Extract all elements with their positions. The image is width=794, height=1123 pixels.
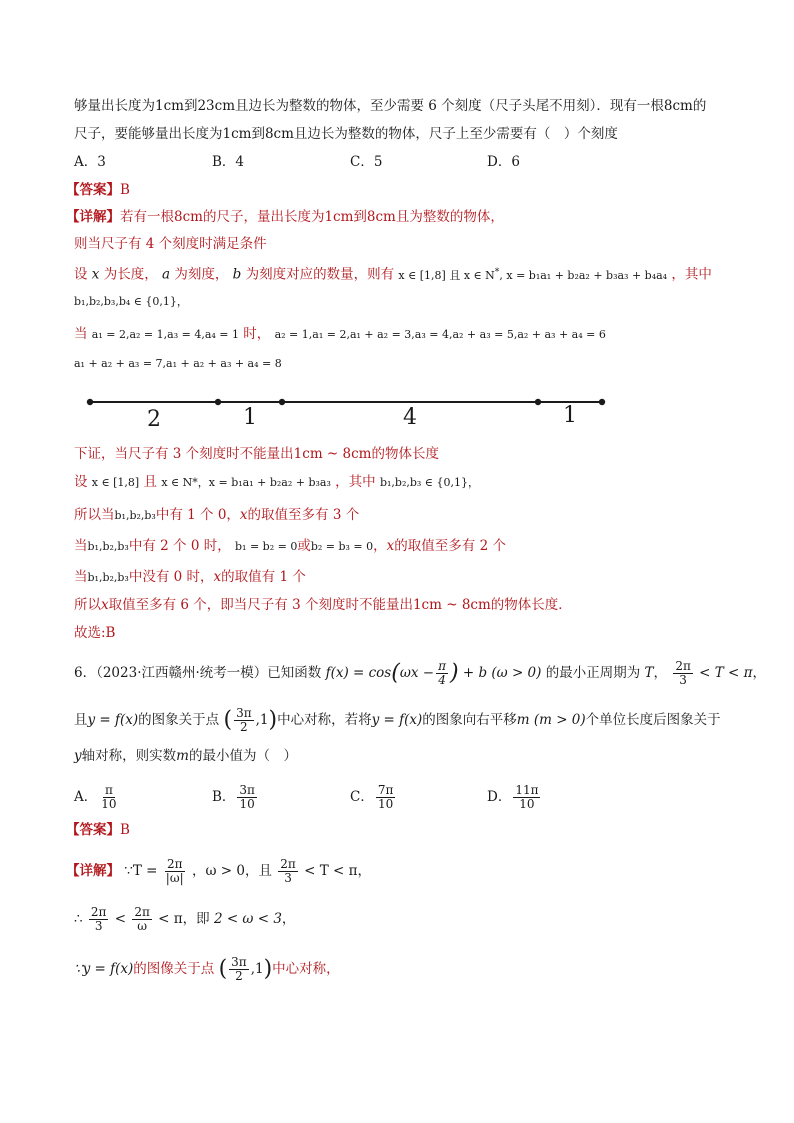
var-y: y: [74, 748, 82, 764]
text: 时，: [243, 326, 271, 342]
detail-text: 若有一根8cm的尺子，量出长度为1cm到8cm且为整数的物体，: [120, 209, 504, 225]
formula: b₁,b₂,b₃: [87, 540, 129, 553]
text: 10: [519, 797, 535, 811]
ruler-label-1: 2: [147, 407, 161, 432]
text: 7π: [377, 783, 394, 797]
point: ( $\frac{3\pi}{2}$ ,1): [223, 706, 278, 734]
formula: a₂ = 1,a₁ = 2,a₁ + a₂ = 3,a₃ = 4,a₂ + a₃ = 5,a₂ + a₃ + a₄ = 6: [274, 328, 606, 341]
detail-line-13: 故选:B: [74, 625, 116, 641]
detail-line-11: [74, 567, 306, 588]
ruler-tick-3: [535, 399, 541, 405]
text: 的图象关于点: [138, 712, 220, 728]
text: 的取值至多有 3 个: [247, 507, 360, 523]
text: π: [104, 783, 113, 797]
ruler-diagram: [80, 388, 620, 434]
ruler-tick-end: [599, 399, 605, 405]
text: ，其中: [671, 266, 712, 283]
formula: b₂ = b₃ = 0: [310, 540, 374, 553]
detail-6-line-3: [74, 956, 340, 983]
option-d: [487, 784, 542, 811]
formula: b₁,b₂,b₃: [114, 509, 156, 522]
text: 中有 2 个 0 时，: [128, 538, 231, 554]
ruler-tick-start: [87, 399, 93, 405]
var-x: x: [239, 507, 248, 523]
formula: b₁,b₂,b₃ ∈ {0,1}，: [379, 476, 479, 489]
text: 10: [101, 797, 117, 811]
detail-line-4: b₁,b₂,b₃,b₄ ∈ {0,1}，: [74, 295, 188, 308]
detail-label: 【详解】: [66, 209, 120, 225]
answer-value: B: [120, 182, 130, 198]
text: 当: [74, 326, 88, 342]
ruler-label-3: 4: [403, 405, 417, 430]
option-b: [212, 784, 259, 811]
var-b: b: [232, 266, 242, 283]
text: 当: [74, 538, 88, 554]
text: 或: [297, 538, 311, 554]
text: 的取值至多有 2 个: [394, 538, 506, 554]
formula: y = f(x): [371, 712, 423, 728]
formula: ∵T =: [124, 863, 158, 879]
question-6-line-2: [74, 707, 721, 734]
text: 中心对称，: [272, 961, 340, 977]
text: D．: [487, 789, 512, 805]
var-x: x: [101, 597, 109, 613]
fraction: $\frac{2\pi}{3}$: [90, 905, 107, 933]
text: 的图象向右平移: [422, 712, 517, 728]
ruler-label-4: 1: [563, 403, 577, 428]
ruler-label-2: 1: [243, 405, 257, 430]
text: 3π: [239, 783, 255, 797]
text: 设: [74, 474, 88, 490]
text: 且: [74, 712, 88, 728]
text: 当: [74, 569, 88, 585]
text: 的取值有 1 个: [221, 569, 306, 585]
formula: 2 < ω < 3: [213, 911, 282, 927]
text: 中没有 0 时，: [128, 569, 214, 585]
option-a: [74, 784, 121, 811]
formula: f(x) = cos(ωx − $\frac{\pi}{4}$ ) + b (ω > 0): [325, 659, 542, 687]
text: 10: [377, 797, 394, 811]
ruler-tick-1: [215, 399, 221, 405]
detail-line-7: 下证，当尺子有 3 个刻度时不能量出1cm ~ 8cm的物体长度: [74, 446, 439, 462]
text: 所以当: [74, 507, 115, 523]
formula: x ∈ [1,8]: [91, 476, 140, 489]
option-c: C．5: [350, 154, 383, 170]
fraction: $\frac{2\pi}{\omega}$: [134, 905, 150, 933]
text: ∴: [74, 911, 83, 927]
formula: b₁,b₂,b₃: [87, 571, 129, 584]
var-x: x: [213, 569, 222, 585]
answer-label: 【答案】: [66, 822, 120, 838]
text: C．: [350, 789, 374, 805]
formula: b₁ = b₂ = 0: [235, 540, 298, 553]
detail-line-3: [74, 262, 712, 286]
text: 为刻度，: [174, 266, 229, 283]
option-a: A．3: [74, 154, 106, 170]
text: B．: [212, 789, 236, 805]
detail-line-12: [74, 595, 572, 615]
text: ，: [373, 538, 387, 554]
option-c: [350, 784, 397, 811]
answer-6: [66, 820, 130, 840]
detail-6-line-1: [66, 858, 371, 885]
formula: ，ω > 0，且: [191, 863, 272, 879]
formula: a₁ = 2,a₂ = 1,a₃ = 4,a₄ = 1: [91, 328, 239, 341]
detail-label: 【详解】: [66, 863, 120, 879]
text: <: [114, 911, 127, 927]
detail-6-line-2: [74, 906, 295, 933]
point: ( $\frac{3\pi}{2}$ ,1): [218, 955, 273, 983]
formula: x ∈ N*，x = b₁a₁ + b₂a₂ + b₃a₃: [161, 476, 331, 489]
formula: m (m > 0): [516, 712, 586, 728]
var-x: x: [386, 538, 395, 554]
text: ，: [281, 911, 296, 927]
text: 的最小值为（ ）: [188, 748, 297, 764]
text: 为长度，: [103, 266, 158, 283]
var-a: a: [162, 266, 171, 283]
text: 且: [143, 474, 158, 490]
fraction: $\frac{2\pi}{|\omega|}$: [165, 857, 184, 885]
question-6-line-1: 6．（2023·江西赣州·统考一模）已知函数 f(x) = cos(ωx − $\frac{\pi}{4}$ ) + b (ω > 0) 的最小正周期为 T， $\frac{2\pi}{3}$ < T < π，: [74, 659, 767, 687]
question-5-text-line-2: 尺子，要能够量出长度为1cm到8cm且边长为整数的物体，尺子上至少需要有（ ）个刻度: [74, 126, 618, 142]
text: 6．（2023·江西赣州·统考一模）已知函数: [74, 665, 322, 681]
text: ，其中: [335, 474, 376, 490]
formula: < T < π，: [304, 863, 371, 879]
formula: x ∈ [1,8] 且 x ∈ N*, x = b₁a₁ + b₂a₂ + b₃a₃ + b₄a₄: [398, 266, 668, 282]
text: 取值至多有 6 个，即当尺子有 3 个刻度时不能量出1cm ~ 8cm的物体长度．: [108, 597, 572, 613]
text: 11π: [515, 783, 539, 797]
text: 轴对称，则实数: [81, 748, 177, 764]
text: A．: [74, 789, 98, 805]
detail-line-6: a₁ + a₂ + a₃ = 7,a₁ + a₂ + a₃ + a₄ = 8: [74, 357, 282, 370]
text: < π，即: [158, 911, 210, 927]
text: 所以: [74, 597, 101, 613]
fraction: $\frac{2\pi}{3}$: [280, 857, 296, 885]
answer-5: [66, 180, 130, 200]
text: ，: [653, 665, 668, 681]
option-d: D．6: [487, 154, 520, 170]
text: 的最小正周期为: [545, 665, 641, 681]
option-b: B．4: [212, 154, 245, 170]
ruler-tick-2: [279, 399, 285, 405]
text: 中心对称，若将: [277, 712, 372, 728]
text: 个单位长度后图象关于: [585, 712, 721, 728]
formula: y = f(x): [87, 712, 139, 728]
text: 为刻度对应的数量，则有: [245, 266, 395, 283]
question-6-line-3: [74, 746, 297, 766]
detail-line-10: [74, 536, 506, 557]
detail-line-8: [74, 472, 479, 493]
var-x: x: [91, 266, 100, 283]
formula: ∵y = f(x): [74, 961, 134, 977]
detail-line-2: 则当尺子有 4 个刻度时满足条件: [74, 236, 267, 252]
var-T: T: [644, 665, 654, 681]
detail-line-5: [74, 324, 606, 345]
text: 设: [74, 266, 88, 283]
answer-label: 【答案】: [66, 182, 120, 198]
detail-line-9: [74, 505, 359, 526]
text: 的图像关于点: [133, 961, 215, 977]
fraction: $\frac{2\pi}{3}$: [675, 659, 691, 687]
answer-value: B: [120, 822, 130, 838]
detail-line-1: [66, 207, 504, 227]
var-m: m: [176, 748, 189, 764]
text: 中有 1 个 0，: [155, 507, 240, 523]
question-5-text-line-1: 够量出长度为1cm到23cm且边长为整数的物体，至少需要 6 个刻度（尺子头尾不用刻）．现有一根8cm的: [74, 98, 707, 114]
text: 10: [239, 797, 255, 811]
formula: < T < π: [699, 665, 753, 681]
